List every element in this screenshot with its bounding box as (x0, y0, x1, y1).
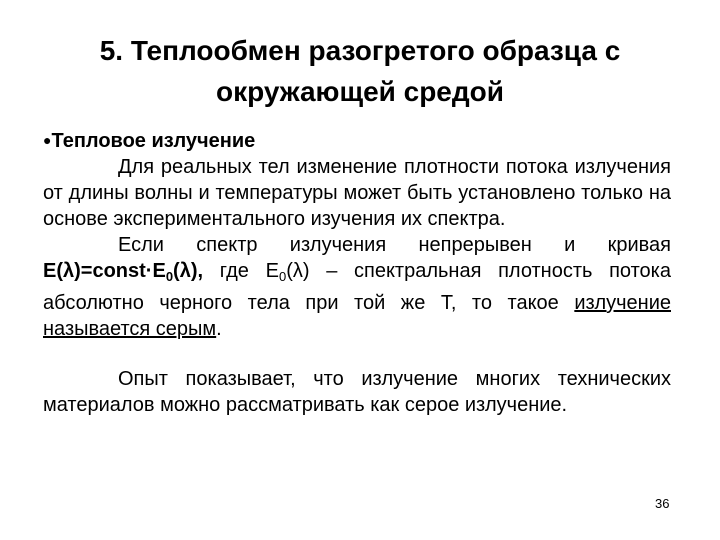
paragraph-1 (43, 154, 671, 232)
paragraph-2-end: . (216, 318, 222, 340)
bullet-heading (43, 127, 671, 154)
formula-subscript: 0 (165, 269, 174, 284)
middle-subscript: 0 (278, 269, 287, 284)
title-line-2: окружающей средой (216, 76, 504, 107)
formula-right: (λ), (173, 260, 204, 282)
paragraph-2-middle: где E (203, 260, 279, 282)
title-line-1: 5. Теплообмен разогретого образца с (99, 35, 621, 66)
paragraph-3-text: Опыт показывает, что излучение многих технических материалов можно рассматривать как серое излучение. (43, 368, 671, 416)
formula-left: E(λ)=const·E (43, 260, 166, 282)
paragraph-3 (43, 366, 671, 418)
paragraph-1-text: Для реальных тел изменение плотности потока излучения от длины волны и температуры может быть установлено только на основе экспериментального изучения их спектра. (43, 156, 671, 230)
slide-title (40, 30, 680, 112)
bullet-heading-text: Тепловое излучение (51, 130, 256, 152)
page-number: 36 (655, 496, 670, 511)
formula (43, 260, 203, 282)
paragraph-2-intro: Если спектр излучения непрерывен и кривая (118, 234, 671, 256)
paragraph-2 (43, 232, 671, 342)
bullet-icon: ● (43, 132, 52, 148)
slide-body (43, 127, 671, 418)
paragraph-2-rest: (λ) – спектральная плотность потока абсолютно черного тела при той же Т, то такое (43, 260, 671, 314)
spacer (43, 342, 671, 366)
underlined-term: излучение называется серым (43, 292, 671, 340)
